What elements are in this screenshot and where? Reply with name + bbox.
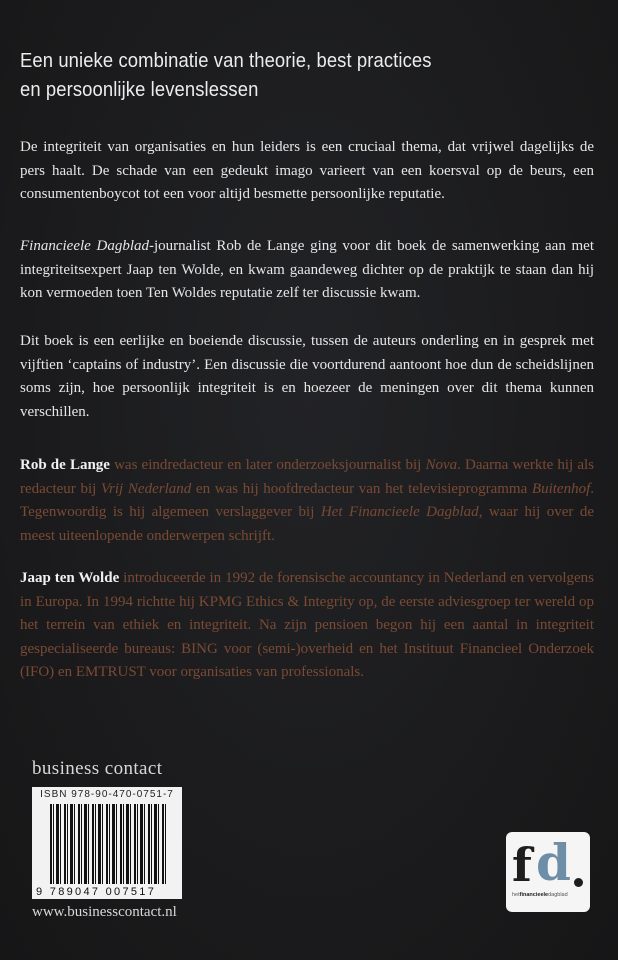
author-name: Jaap ten Wolde [20,570,120,586]
bio-text: introduceerde in 1992 de forensische accountancy in Nederland en vervolgens in Europa. In 1994 richtte hij KPMG Ethics & Integrity op, de eerste adviesgroep ter wereld op het terrein van ethiek en integriteit. Na zijn pensioen begon hij een aantal in integriteit gespecialiseerde bureaus: BING voor (semi-)overheid en het Instituut Financieel Onderzoek (IFO) en EMTRUST voor organisaties van professionals. [20,570,595,680]
publisher-website: www.businesscontact.nl [32,904,177,920]
bio-italic: Nova [425,457,458,473]
bio-text: . Tegenwoordig is hij algemeen verslaggever bij [20,480,594,520]
author-bio-rob [20,454,594,548]
headline [20,46,524,104]
bio-text: . Daarna werkte hij als redacteur bij [20,457,595,497]
bio-italic: Buitenhof [531,480,591,497]
fd-logo-d: d [536,833,571,892]
headline-line-2: en persoonlijke levenslessen [20,78,259,101]
barcode-digits: 9 789047 007517 [36,886,157,898]
bio-text: was eindredacteur en later onderzoeksjournalist bij [109,457,426,473]
fd-logo-dot [574,878,583,887]
barcode-bars [50,804,168,884]
bio-italic: Het Financieele Dagblad [320,504,479,520]
isbn-number: ISBN 978-90-470-0751-7 [40,789,174,800]
author-name: Rob de Lange [20,457,110,473]
author-bio-jaap [20,567,594,685]
newspaper-title: Financieele Dagblad [20,238,149,254]
collaboration-paragraph [20,235,594,306]
fd-logo [506,832,590,912]
collaboration-text: -journalist Rob de Lange ging voor dit boek de samenwerking aan met integriteitsexpert Jaap ten Wolde, en kwam gaandeweg dichter op de praktijk te staan dan hij kon vermoeden toen Ten Woldes reputatie zelf ter discussie kwam. [20,238,595,301]
tag-bold: financieele [519,892,549,898]
fd-logo-tagline [512,892,584,898]
bio-text: en was hij hoofdredacteur van het televisieprogramma [191,480,532,497]
publisher-logo: business contact [32,758,163,779]
headline-line-1: Een unieke combinatie van theorie, best practices [20,49,432,72]
isbn-barcode [32,787,182,899]
bio-italic: Vrij Nederland [101,480,192,497]
discussion-paragraph: Dit boek is een eerlijke en boeiende discussie, tussen de auteurs onderling en in gesprek met vijftien ‘captains of industry’. Een discussie die voortdurend aantoont hoe dun de scheidslijnen soms zijn, hoe persoonlijk integriteit is en hoezeer de meningen over dit thema kunnen verschillen. [20,333,594,420]
intro-paragraph: De integriteit van organisaties en hun leiders is een cruciaal thema, dat vrijwel dagelijks de pers haalt. De schade van een gedeukt imago varieert van een koersval op de beurs, een consumentenboycot tot een voor altijd besmette persoonlijke reputatie. [20,139,594,202]
tag-prefix: het [512,892,520,898]
tag-suffix: dagblad [548,892,568,898]
bio-text: , waar hij over de meest uiteenlopende onderwerpen schrijft. [20,504,594,544]
fd-logo-f: f [512,838,529,892]
